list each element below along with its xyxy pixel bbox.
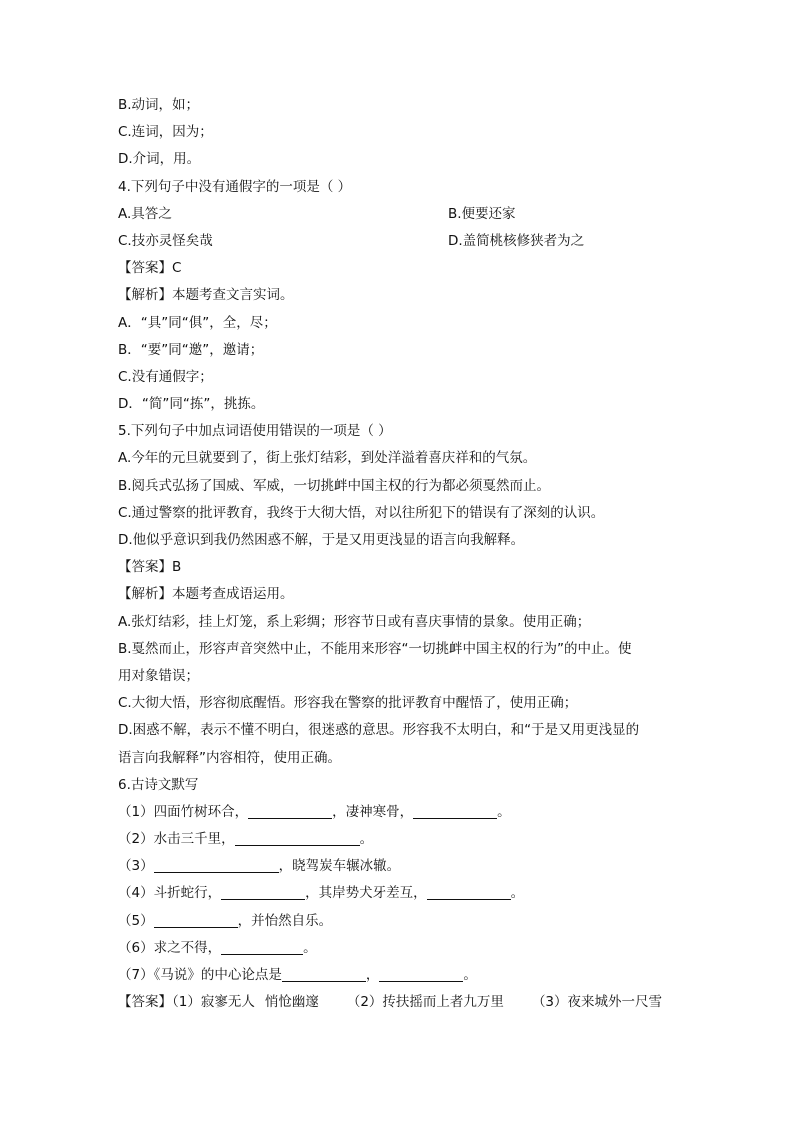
fill-blank[interactable] xyxy=(235,829,360,846)
fill-blank[interactable] xyxy=(379,965,463,982)
q5-analysis-c: C.大彻大悟，形容彻底醒悟。形容我在警察的批评教育中醒悟了，使用正确； xyxy=(118,695,578,712)
q4-option-c: C.技亦灵怪矣哉 xyxy=(118,232,213,249)
q5-analysis-d: D.困惑不解，表示不懂不明白，很迷惑的意思。形容我不太明白，和“于是又用更浅显的 xyxy=(118,722,640,739)
q6-item-5: （5） ，并怡然自乐。 xyxy=(118,912,333,929)
q5-option-c: C.通过警察的批评教育，我终于大彻大悟，对以往所犯下的错误有了深刻的认识。 xyxy=(118,504,605,521)
q4-options-row-2 xyxy=(118,228,680,255)
q3-option-c: C.连词，因为； xyxy=(118,124,213,141)
q6-item-3: （3） ，晓驾炭车辗冰辙。 xyxy=(118,858,401,875)
q6-item-6: （6）求之不得， 。 xyxy=(118,939,317,956)
fill-blank[interactable] xyxy=(248,802,332,819)
fill-blank[interactable] xyxy=(427,883,511,900)
fill-blank[interactable] xyxy=(413,802,497,819)
q3-option-b: B.动词，如； xyxy=(118,97,200,113)
document-content xyxy=(118,92,680,1016)
q6-item-4: （4）斗折蛇行， ，其岸势犬牙差互， 。 xyxy=(118,885,525,902)
q4-options-row-1 xyxy=(118,201,680,228)
q5-analysis-title: 【解析】本题考查成语运用。 xyxy=(118,586,294,603)
q3-option-d: D.介词，用。 xyxy=(118,151,201,168)
fill-blank[interactable] xyxy=(221,938,303,955)
q4-analysis-d: D．“简”同“拣”，挑拣。 xyxy=(118,396,265,413)
q4-answer: 【答案】C xyxy=(118,260,182,277)
q4-analysis-a: A．“具”同“俱”，全，尽； xyxy=(118,314,277,331)
fill-blank[interactable] xyxy=(282,965,366,982)
q5-option-a: A.今年的元旦就要到了，街上张灯结彩，到处洋溢着喜庆祥和的气氛。 xyxy=(118,450,537,467)
q6-item-1: （1）四面竹树环合， ，凄神寒骨， 。 xyxy=(118,803,511,820)
fill-blank[interactable] xyxy=(221,883,305,900)
q6-item-7: （7）《马说》的中心论点是 ， 。 xyxy=(118,967,477,983)
q5-option-d: D.他似乎意识到我仍然困惑不解，于是又用更浅显的语言向我解释。 xyxy=(118,532,525,548)
q4-option-d: D.盖简桃核修狭者为之 xyxy=(448,232,585,249)
q6-item-2: （2）水击三千里， 。 xyxy=(118,831,374,848)
q5-option-b: B.阅兵式弘扬了国威、军威，一切挑衅中国主权的行为都必须戛然而止。 xyxy=(118,477,551,494)
q4-analysis-title: 【解析】本题考查文言实词。 xyxy=(118,287,294,304)
q6-title: 6.古诗文默写 xyxy=(118,776,199,793)
q5-analysis-b: B.戛然而止，形容声音突然中止，不能用来形容“一切挑衅中国主权的行为”的中止。使 xyxy=(118,640,632,657)
q4-option-a: A.具答之 xyxy=(118,205,172,222)
q5-analysis-b-cont: 用对象错误； xyxy=(118,667,199,684)
q4-question: 4.下列句子中没有通假字的一项是（ ） xyxy=(118,178,352,195)
q4-analysis-b: B．“要”同“邀”，邀请； xyxy=(118,341,264,358)
fill-blank[interactable] xyxy=(154,911,238,928)
q5-question: 5.下列句子中加点词语使用错误的一项是（ ） xyxy=(118,423,392,440)
q5-answer: 【答案】B xyxy=(118,559,182,576)
q4-option-b: B.便要还家 xyxy=(448,205,516,222)
fill-blank[interactable] xyxy=(154,856,279,873)
q6-answer: 【答案】（1）寂寥无人 悄怆幽邃 （2）抟扶摇而上者九万里 （3）夜来城外一尺雪 xyxy=(118,994,663,1011)
q5-analysis-a: A.张灯结彩，挂上灯笼，系上彩绸；形容节日或有喜庆事情的景象。使用正确； xyxy=(118,613,591,630)
q5-analysis-d-cont: 语言向我解释”内容相符，使用正确。 xyxy=(118,749,341,766)
q4-analysis-c: C.没有通假字； xyxy=(118,368,213,385)
answer-label: 【答案】 xyxy=(118,994,172,1011)
